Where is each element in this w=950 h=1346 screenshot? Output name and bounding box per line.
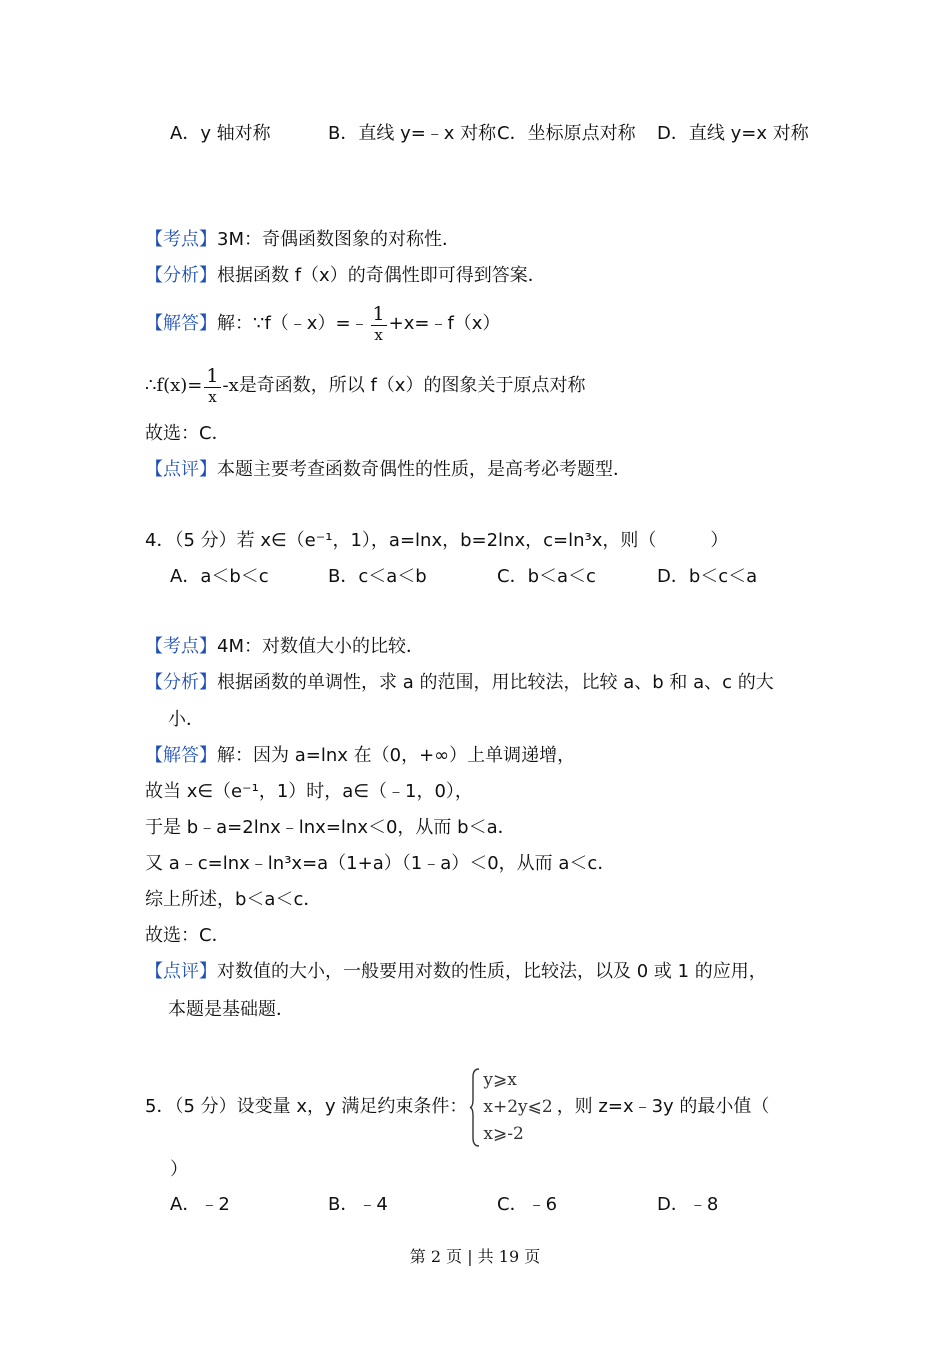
q5-stem-prefix: 5．（5 分）设变量 x，y 满足约束条件： xyxy=(145,1096,468,1117)
q3-kaodian xyxy=(145,228,460,252)
q5-stem-suffix: ，则 z=x﹣3y 的最小值（ xyxy=(556,1096,770,1117)
fraction-numerator: 1 xyxy=(206,365,219,387)
q5-option-d: D．﹣8 xyxy=(657,1194,719,1215)
page-footer: 第 2 页 | 共 19 页 xyxy=(409,1247,541,1266)
conclusion-text: 是奇函数，所以 f（x）的图象关于原点对称 xyxy=(238,375,586,396)
fenxi-tag: 【分析】 xyxy=(145,672,217,693)
jieda-prefix: 解：∵f（﹣x）=﹣ xyxy=(217,313,369,334)
fenxi-text: 根据函数的单调性，求 a 的范围，用比较法，比较 a、b 和 a、c 的大 xyxy=(217,672,774,693)
q3-fenxi xyxy=(145,264,546,288)
q5-stem-cont: ） xyxy=(170,1159,188,1180)
q4-jieda xyxy=(145,744,575,768)
q4-fenxi-cont: 小． xyxy=(168,709,204,730)
fraction-denominator: x xyxy=(208,388,217,406)
q4-jieda-line4: 又 a﹣c=lnx﹣ln³x=a（1+a）（1﹣a）＜0，从而 a＜c． xyxy=(145,853,616,874)
q3-option-d: D．直线 y=x 对称 xyxy=(657,123,809,144)
q4-jieda-line2: 故当 x∈（e⁻¹，1）时，a∈（﹣1，0）， xyxy=(145,781,473,802)
q3-option-a: A．y 轴对称 xyxy=(170,123,271,144)
jieda-tag: 【解答】 xyxy=(145,745,217,766)
q3-jieda xyxy=(145,304,500,344)
q4-dianping-cont: 本题是基础题． xyxy=(168,999,294,1020)
constraint-2: x+2y⩽2 xyxy=(483,1096,553,1117)
q4-option-c: C．b＜a＜c xyxy=(497,566,596,587)
q5-stem xyxy=(145,1066,769,1148)
q4-stem: 4．（5 分）若 x∈（e⁻¹，1），a=lnx，b=2lnx，c=ln³x，则（ ） xyxy=(145,530,729,551)
constraint-3: x⩾-2 xyxy=(483,1123,524,1144)
q4-fenxi xyxy=(145,671,774,695)
constraint-1: y⩾x xyxy=(483,1069,517,1090)
q4-dianping xyxy=(145,960,767,984)
q3-option-b: B．直线 y=﹣x 对称 xyxy=(328,123,497,144)
dianping-tag: 【点评】 xyxy=(145,459,217,480)
fenxi-text: 根据函数 f（x）的奇偶性即可得到答案． xyxy=(217,265,546,286)
q4-kaodian xyxy=(145,635,424,659)
constraint-system xyxy=(469,1067,552,1148)
kaodian-tag: 【考点】 xyxy=(145,229,217,250)
q5-option-c: C．﹣6 xyxy=(497,1194,558,1215)
q4-option-d: D．b＜c＜a xyxy=(657,566,758,587)
fraction-one-over-x xyxy=(371,305,387,343)
kaodian-text: 4M：对数值大小的比较． xyxy=(217,636,424,657)
q3-conclusion-line xyxy=(145,366,585,406)
fraction-numerator: 1 xyxy=(372,303,385,325)
jieda-suffix: +x=﹣f（x） xyxy=(388,313,501,334)
q4-option-b: B．c＜a＜b xyxy=(328,566,427,587)
q3-answer: 故选：C． xyxy=(145,423,230,444)
fenxi-tag: 【分析】 xyxy=(145,265,217,286)
q3-dianping xyxy=(145,458,631,482)
jieda-text: 解：因为 a=lnx 在（0，+∞）上单调递增， xyxy=(217,745,576,766)
q5-option-b: B．﹣4 xyxy=(328,1194,388,1215)
formula-mid: -x xyxy=(222,375,239,396)
q4-jieda-line5: 综上所述，b＜a＜c． xyxy=(145,889,322,910)
q4-jieda-line3: 于是 b﹣a=2lnx﹣lnx=lnx＜0，从而 b＜a． xyxy=(145,817,516,838)
dianping-tag: 【点评】 xyxy=(145,961,217,982)
left-brace-icon xyxy=(469,1067,481,1148)
dianping-text: 本题主要考查函数奇偶性的性质，是高考必考题型． xyxy=(217,459,631,480)
fraction-one-over-x-2 xyxy=(204,367,220,405)
q3-option-c: C．坐标原点对称 xyxy=(497,123,636,144)
jieda-tag: 【解答】 xyxy=(145,313,217,334)
kaodian-tag: 【考点】 xyxy=(145,636,217,657)
q4-option-a: A．a＜b＜c xyxy=(170,566,269,587)
kaodian-text: 3M：奇偶函数图象的对称性． xyxy=(217,229,460,250)
fraction-denominator: x xyxy=(374,326,383,344)
formula-prefix: ∴f(x)= xyxy=(145,375,203,396)
q4-answer: 故选：C． xyxy=(145,925,230,946)
dianping-text: 对数值的大小，一般要用对数的性质，比较法，以及 0 或 1 的应用， xyxy=(217,961,767,982)
q5-option-a: A．﹣2 xyxy=(170,1194,230,1215)
